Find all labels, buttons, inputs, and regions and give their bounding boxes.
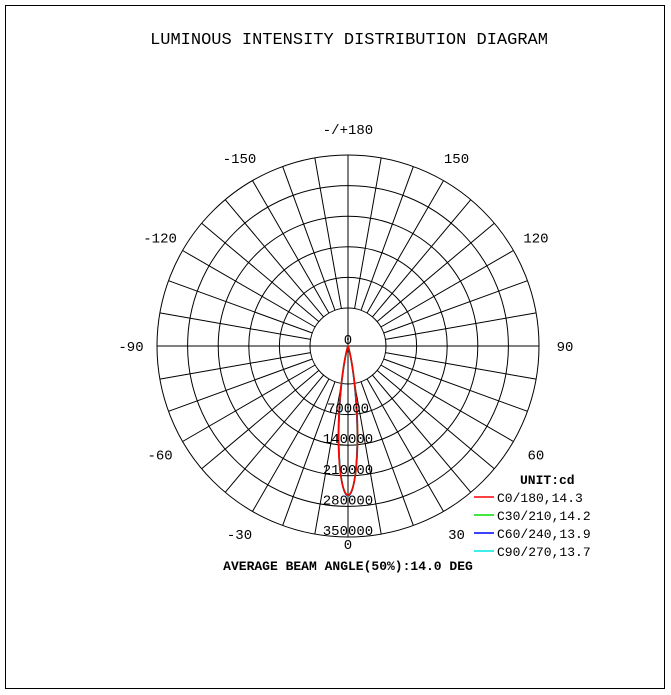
grid-spoke xyxy=(202,223,319,321)
radial-tick-label: 0 xyxy=(343,333,353,349)
legend xyxy=(474,473,591,560)
legend-label: C90/270,13.7 xyxy=(497,545,591,560)
angle-label: 0 xyxy=(343,538,353,554)
grid-spoke xyxy=(372,200,470,317)
grid-spoke xyxy=(315,158,342,309)
grid-spoke xyxy=(169,359,313,411)
angle-label: -90 xyxy=(118,340,144,356)
grid-spoke xyxy=(225,200,323,317)
average-beam-angle: AVERAGE BEAM ANGLE(50%):14.0 DEG xyxy=(223,559,473,574)
grid-spoke xyxy=(283,167,335,311)
angle-label: -60 xyxy=(147,448,173,465)
angle-label: 120 xyxy=(523,231,549,248)
chart-title: LUMINOUS INTENSITY DISTRIBUTION DIAGRAM xyxy=(150,31,548,50)
legend-label: C60/240,13.9 xyxy=(497,527,591,542)
radial-tick-label: 140000 xyxy=(322,432,374,449)
grid-spoke xyxy=(160,353,311,380)
grid-spoke xyxy=(384,281,528,333)
angle-label: 90 xyxy=(556,340,574,356)
legend-label: C30/210,14.2 xyxy=(497,509,591,524)
grid-spoke xyxy=(377,370,494,468)
legend-label: C0/180,14.3 xyxy=(497,491,583,506)
radial-tick-label: 350000 xyxy=(322,524,374,540)
angle-label: -30 xyxy=(226,527,253,544)
radial-tick-label: 280000 xyxy=(322,493,374,510)
angle-label: -150 xyxy=(222,152,257,169)
angle-label: 150 xyxy=(443,152,470,169)
radial-tick-label: 210000 xyxy=(322,462,374,479)
unit-label: UNIT:cd xyxy=(520,473,575,488)
grid-spoke xyxy=(355,158,382,309)
angle-label: -/+180 xyxy=(322,123,374,139)
grid-spoke xyxy=(384,359,528,411)
grid-spoke xyxy=(385,313,536,340)
grid-spoke xyxy=(202,370,319,468)
grid-spoke xyxy=(160,313,311,340)
grid-spoke xyxy=(385,353,536,380)
radial-tick-label: 70000 xyxy=(326,401,370,418)
grid-spoke xyxy=(169,281,313,333)
angle-label: -120 xyxy=(143,231,177,248)
grid-spoke xyxy=(225,375,323,492)
angle-label: 60 xyxy=(527,448,545,465)
grid-spoke xyxy=(377,223,494,321)
grid-spoke xyxy=(372,375,470,492)
angle-label: 30 xyxy=(448,527,465,544)
grid-spoke xyxy=(361,167,413,311)
